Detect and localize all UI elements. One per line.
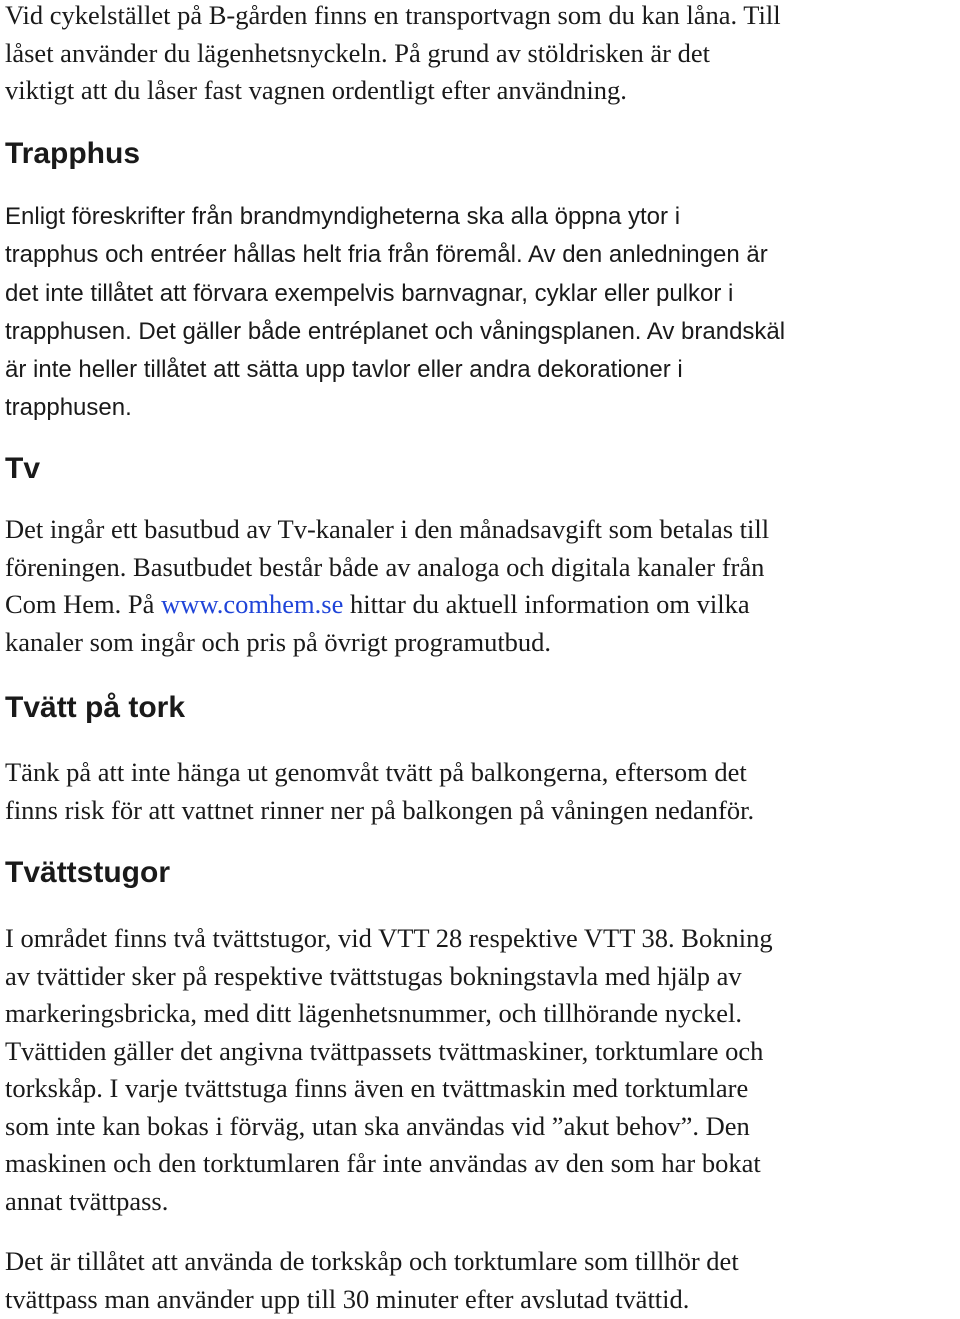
trapphus-line: trapphusen. Det gäller både entréplanet och våningsplanen. Av brandskäl — [5, 317, 786, 345]
tvattstugor-line: torkskåp. I varje tvättstuga finns även en tvättmaskin med torktumlare — [5, 1073, 749, 1103]
tvattstugor-line: I området finns två tvättstugor, vid VTT 28 respektive VTT 38. Bokning — [5, 923, 773, 953]
tvattstugor-line: tvättpass man använder upp till 30 minuter efter avslutad tvättid. — [5, 1283, 690, 1314]
trapphus-line: det inte tillåtet att förvara exempelvis barnvagnar, cyklar eller pulkor i — [5, 279, 734, 307]
tvatt-pa-tork-paragraph — [5, 754, 754, 829]
heading-tvattstugor: Tvättstugor — [5, 856, 170, 889]
tv-line: föreningen. Basutbudet består både av analoga och digitala kanaler från — [5, 551, 765, 582]
heading-trapphus: Trapphus — [5, 137, 141, 170]
tvattstugor-line: Tvättiden gäller det angivna tvättpassets tvättmaskiner, torktumlare och — [5, 1035, 764, 1066]
tvattstugor-line: markeringsbricka, med ditt lägenhetsnummer, och tillhörande nyckel. — [5, 998, 743, 1028]
trapphus-line: är inte heller tillåtet att sätta upp tavlor eller andra dekorationer i — [5, 356, 683, 384]
tv-line: Det ingår ett basutbud av Tv-kanaler i den månadsavgift som betalas till — [5, 514, 770, 544]
intro-line: Vid cykelstället på B-gården finns en transportvagn som du kan låna. Till — [5, 0, 781, 30]
tvattstugor-line: av tvättider sker på respektive tvättstugas bokningstavla med hjälp av — [5, 960, 742, 991]
heading-tv: Tv — [5, 452, 41, 485]
tvatt-pa-tork-line: Tänk på att inte hänga ut genomvåt tvätt på balkongerna, eftersom det — [5, 757, 747, 787]
heading-tvatt-pa-tork: Tvätt på tork — [5, 691, 186, 724]
tvattstugor-line: maskinen och den torktumlaren får inte användas av den som har bokat — [5, 1148, 761, 1178]
tvattstugor-paragraph — [5, 920, 773, 1220]
intro-line: viktigt att du låser fast vagnen ordentligt efter användning. — [5, 75, 627, 105]
comhem-link[interactable]: www.comhem.se — [161, 589, 344, 619]
trapphus-paragraph — [5, 198, 785, 428]
intro-paragraph — [5, 0, 781, 110]
tvattstugor-line: som inte kan bokas i förväg, utan ska användas vid ”akut behov”. Den — [5, 1110, 750, 1141]
trapphus-line: trapphusen. — [5, 394, 132, 422]
intro-line: låset använder du lägenhetsnyckeln. På grund av stöldrisken är det — [5, 37, 710, 68]
tvattstugor-line: Det är tillåtet att använda de torkskåp och torktumlare som tillhör det — [5, 1246, 739, 1276]
trapphus-line: trapphus och entréer hållas helt fria från föremål. Av den anledningen är — [5, 241, 768, 269]
tvattstugor-line: annat tvättpass. — [5, 1185, 169, 1216]
tvattstugor-paragraph-2 — [5, 1243, 739, 1318]
tv-line — [5, 586, 769, 624]
tv-line-text: Com Hem. På — [5, 589, 162, 619]
tv-line: kanaler som ingår och pris på övrigt programutbud. — [5, 626, 552, 657]
tv-paragraph — [5, 511, 769, 661]
tvatt-pa-tork-line: finns risk för att vattnet rinner ner på balkongen på våningen nedanför. — [5, 794, 755, 825]
tv-line-text: hittar du aktuell information om vilka — [343, 589, 750, 619]
trapphus-line: Enligt föreskrifter från brandmyndigheterna ska alla öppna ytor i — [5, 203, 681, 230]
